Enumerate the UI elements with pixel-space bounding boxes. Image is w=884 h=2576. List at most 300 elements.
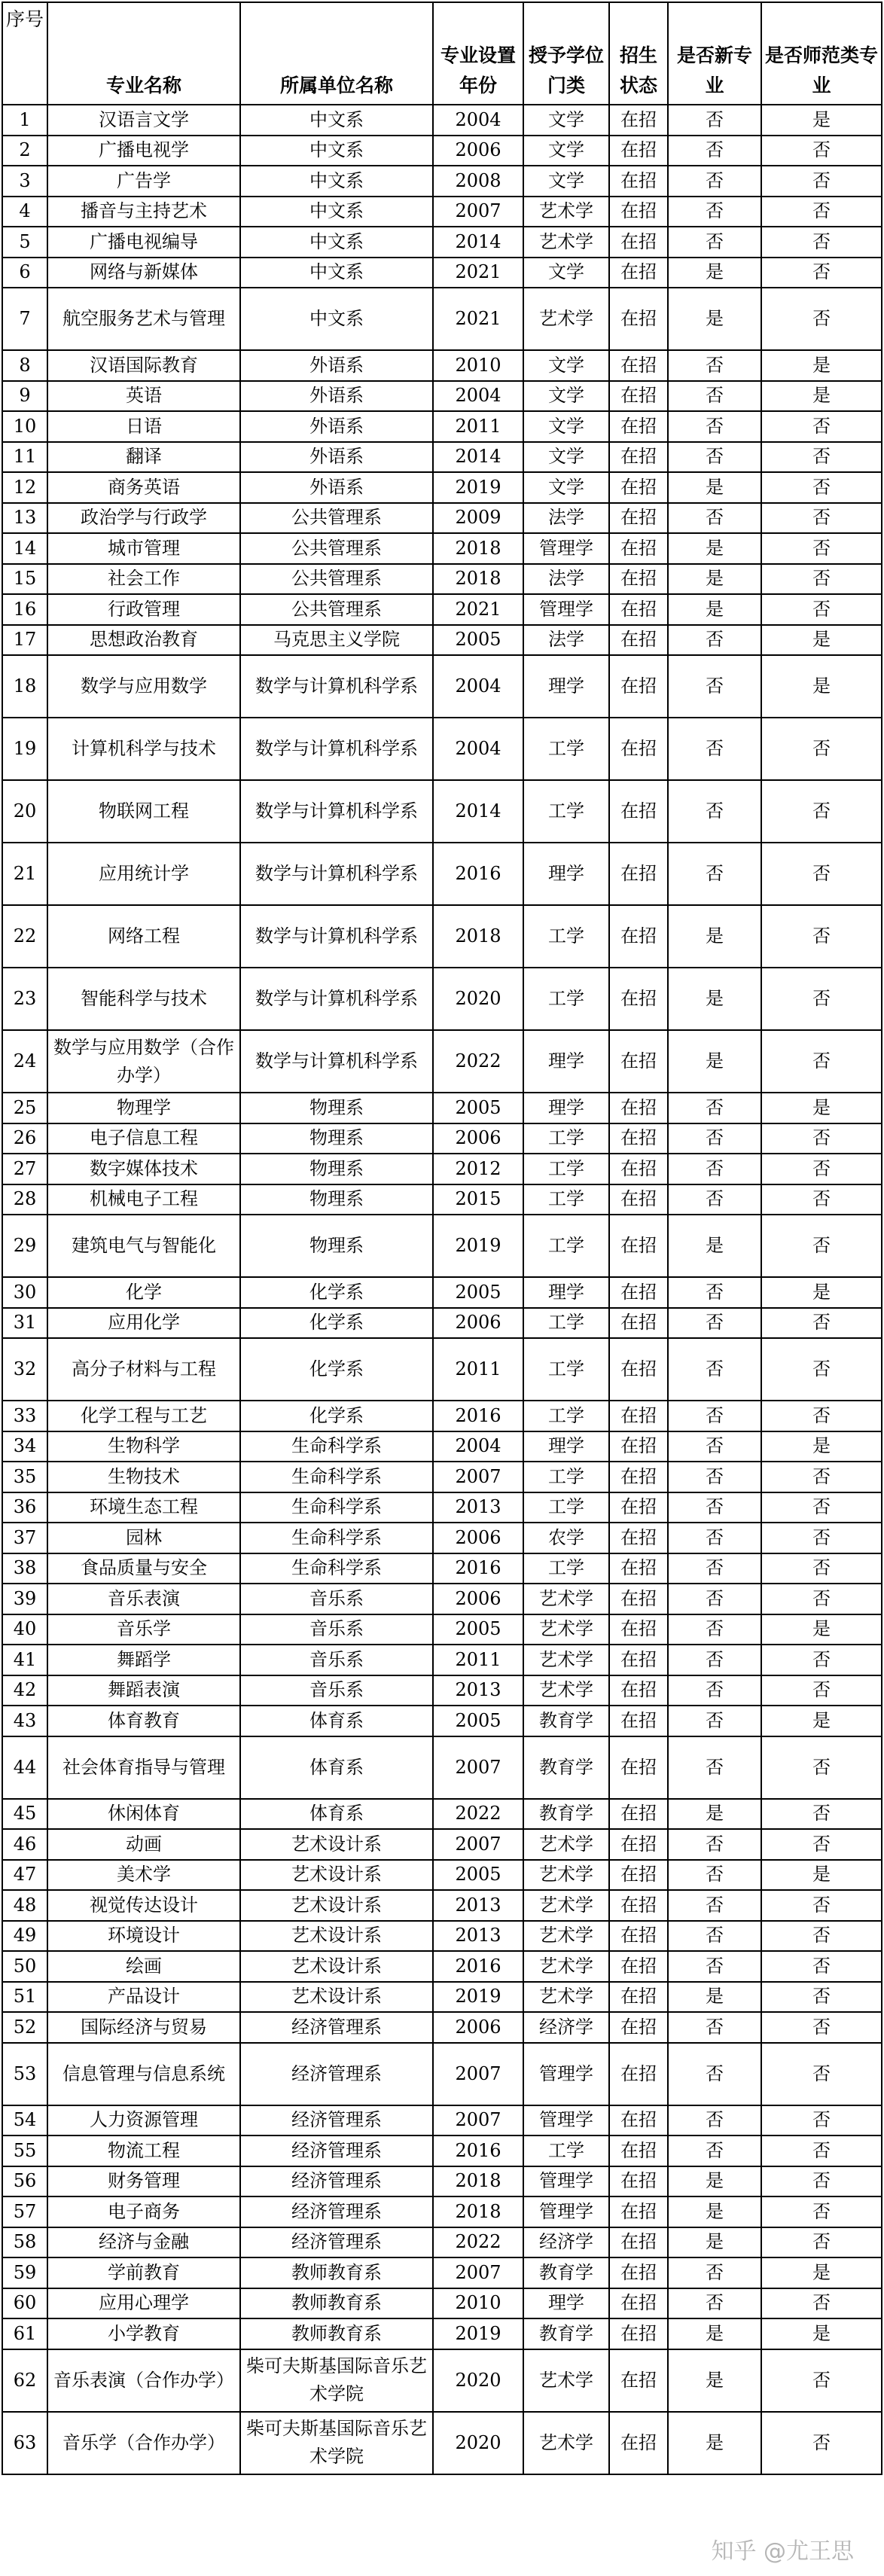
cell-index: 41	[2, 1645, 47, 1675]
cell-status: 在招	[609, 1523, 668, 1553]
cell-degree: 理学	[523, 655, 609, 718]
table-row	[2, 655, 882, 718]
cell-index: 8	[2, 350, 47, 381]
cell-is-normal: 否	[761, 2227, 882, 2258]
cell-is-new: 是	[668, 1215, 761, 1277]
cell-is-new: 否	[668, 1308, 761, 1339]
cell-index: 36	[2, 1492, 47, 1523]
cell-status: 在招	[609, 843, 668, 905]
cell-degree: 理学	[523, 1093, 609, 1123]
cell-major-name: 体育教育	[47, 1706, 240, 1736]
table-row	[2, 1675, 882, 1706]
header-status: 招生状态	[609, 2, 668, 105]
cell-status: 在招	[609, 288, 668, 350]
cell-major-name: 英语	[47, 381, 240, 412]
cell-is-new: 否	[668, 1184, 761, 1215]
table-row	[2, 2166, 882, 2197]
cell-status: 在招	[609, 1921, 668, 1952]
cell-major-name: 日语	[47, 411, 240, 442]
cell-year: 2014	[433, 780, 523, 843]
cell-status: 在招	[609, 1215, 668, 1277]
cell-degree: 法学	[523, 503, 609, 534]
cell-is-normal: 否	[761, 1553, 882, 1584]
cell-status: 在招	[609, 780, 668, 843]
cell-is-normal: 否	[761, 968, 882, 1030]
cell-degree: 工学	[523, 1492, 609, 1523]
cell-department: 物理系	[240, 1215, 433, 1277]
cell-department: 中文系	[240, 105, 433, 136]
cell-is-new: 否	[668, 2288, 761, 2319]
cell-index: 38	[2, 1553, 47, 1584]
cell-is-normal: 否	[761, 843, 882, 905]
cell-year: 2012	[433, 1154, 523, 1184]
cell-index: 17	[2, 625, 47, 656]
cell-major-name: 计算机科学与技术	[47, 718, 240, 780]
cell-index: 34	[2, 1431, 47, 1462]
table-row	[2, 1829, 882, 1860]
table-row	[2, 1431, 882, 1462]
table-row	[2, 2135, 882, 2166]
cell-year: 2011	[433, 1338, 523, 1401]
cell-status: 在招	[609, 503, 668, 534]
cell-is-normal: 否	[761, 1523, 882, 1553]
cell-degree: 工学	[523, 905, 609, 968]
cell-degree: 经济学	[523, 2227, 609, 2258]
cell-major-name: 产品设计	[47, 1982, 240, 2013]
table-row	[2, 718, 882, 780]
cell-index: 37	[2, 1523, 47, 1553]
table-row	[2, 1308, 882, 1339]
cell-is-normal: 否	[761, 2288, 882, 2319]
cell-department: 公共管理系	[240, 594, 433, 625]
cell-status: 在招	[609, 1614, 668, 1645]
cell-is-new: 否	[668, 1675, 761, 1706]
cell-index: 18	[2, 655, 47, 718]
cell-department: 数学与计算机科学系	[240, 1030, 433, 1093]
table-row	[2, 1951, 882, 1982]
cell-is-normal: 否	[761, 2012, 882, 2043]
cell-is-normal: 否	[761, 1184, 882, 1215]
cell-year: 2006	[433, 1308, 523, 1339]
cell-index: 11	[2, 442, 47, 473]
cell-index: 43	[2, 1706, 47, 1736]
table-row	[2, 1154, 882, 1184]
cell-department: 外语系	[240, 442, 433, 473]
cell-is-new: 是	[668, 533, 761, 564]
cell-department: 经济管理系	[240, 2043, 433, 2105]
cell-major-name: 广告学	[47, 166, 240, 197]
cell-is-new: 否	[668, 1338, 761, 1401]
cell-is-normal: 是	[761, 381, 882, 412]
cell-is-new: 否	[668, 1154, 761, 1184]
cell-year: 2019	[433, 472, 523, 503]
cell-major-name: 园林	[47, 1523, 240, 1553]
table-row	[2, 411, 882, 442]
cell-year: 2011	[433, 411, 523, 442]
table-row	[2, 1890, 882, 1921]
cell-year: 2018	[433, 2196, 523, 2227]
cell-department: 经济管理系	[240, 2227, 433, 2258]
cell-degree: 工学	[523, 1462, 609, 1492]
cell-is-normal: 是	[761, 350, 882, 381]
cell-department: 外语系	[240, 350, 433, 381]
cell-major-name: 汉语言文学	[47, 105, 240, 136]
cell-department: 化学系	[240, 1338, 433, 1401]
table-row	[2, 1492, 882, 1523]
cell-major-name: 机械电子工程	[47, 1184, 240, 1215]
cell-is-new: 否	[668, 1492, 761, 1523]
cell-index: 46	[2, 1829, 47, 1860]
cell-is-normal: 否	[761, 1890, 882, 1921]
cell-year: 2004	[433, 655, 523, 718]
cell-major-name: 广播电视学	[47, 136, 240, 166]
cell-is-normal: 否	[761, 442, 882, 473]
cell-index: 13	[2, 503, 47, 534]
cell-is-normal: 否	[761, 2135, 882, 2166]
cell-major-name: 社会工作	[47, 564, 240, 595]
cell-is-normal: 否	[761, 258, 882, 288]
table-row	[2, 2412, 882, 2474]
cell-year: 2013	[433, 1492, 523, 1523]
cell-is-normal: 否	[761, 2043, 882, 2105]
cell-year: 2010	[433, 2288, 523, 2319]
table-row	[2, 1523, 882, 1553]
header-index: 序号	[2, 2, 47, 105]
cell-year: 2014	[433, 227, 523, 258]
table-row	[2, 258, 882, 288]
cell-major-name: 生物科学	[47, 1431, 240, 1462]
cell-index: 4	[2, 197, 47, 227]
header-year: 专业设置年份	[433, 2, 523, 105]
cell-is-normal: 否	[761, 288, 882, 350]
cell-is-new: 是	[668, 2318, 761, 2349]
cell-year: 2005	[433, 1614, 523, 1645]
cell-year: 2022	[433, 1030, 523, 1093]
cell-year: 2004	[433, 105, 523, 136]
cell-department: 体育系	[240, 1799, 433, 1830]
cell-department: 艺术设计系	[240, 1890, 433, 1921]
cell-year: 2007	[433, 2257, 523, 2288]
table-row	[2, 288, 882, 350]
cell-index: 22	[2, 905, 47, 968]
cell-year: 2007	[433, 1829, 523, 1860]
cell-status: 在招	[609, 625, 668, 656]
cell-status: 在招	[609, 2349, 668, 2412]
cell-index: 26	[2, 1123, 47, 1154]
cell-is-new: 否	[668, 1277, 761, 1308]
cell-department: 教师教育系	[240, 2257, 433, 2288]
cell-index: 24	[2, 1030, 47, 1093]
cell-degree: 法学	[523, 625, 609, 656]
cell-index: 21	[2, 843, 47, 905]
cell-index: 10	[2, 411, 47, 442]
cell-major-name: 学前教育	[47, 2257, 240, 2288]
cell-department: 数学与计算机科学系	[240, 843, 433, 905]
cell-degree: 文学	[523, 411, 609, 442]
cell-department: 音乐系	[240, 1675, 433, 1706]
cell-is-new: 否	[668, 1645, 761, 1675]
cell-index: 19	[2, 718, 47, 780]
table-row	[2, 1860, 882, 1891]
cell-status: 在招	[609, 718, 668, 780]
cell-degree: 法学	[523, 564, 609, 595]
table-row	[2, 197, 882, 227]
cell-major-name: 环境生态工程	[47, 1492, 240, 1523]
cell-department: 艺术设计系	[240, 1921, 433, 1952]
table-row	[2, 905, 882, 968]
cell-is-new: 否	[668, 2012, 761, 2043]
cell-major-name: 行政管理	[47, 594, 240, 625]
cell-is-normal: 否	[761, 503, 882, 534]
cell-department: 化学系	[240, 1277, 433, 1308]
cell-status: 在招	[609, 1431, 668, 1462]
cell-is-new: 否	[668, 381, 761, 412]
cell-year: 2018	[433, 905, 523, 968]
cell-department: 化学系	[240, 1308, 433, 1339]
cell-year: 2021	[433, 594, 523, 625]
cell-department: 生命科学系	[240, 1462, 433, 1492]
cell-degree: 艺术学	[523, 1584, 609, 1614]
cell-major-name: 音乐学（合作办学）	[47, 2412, 240, 2474]
cell-degree: 管理学	[523, 2196, 609, 2227]
cell-degree: 艺术学	[523, 288, 609, 350]
cell-index: 32	[2, 1338, 47, 1401]
cell-department: 数学与计算机科学系	[240, 905, 433, 968]
cell-year: 2016	[433, 2135, 523, 2166]
cell-major-name: 航空服务艺术与管理	[47, 288, 240, 350]
header-department: 所属单位名称	[240, 2, 433, 105]
cell-index: 14	[2, 533, 47, 564]
cell-department: 中文系	[240, 258, 433, 288]
cell-department: 生命科学系	[240, 1492, 433, 1523]
cell-major-name: 思想政治教育	[47, 625, 240, 656]
cell-is-normal: 是	[761, 2257, 882, 2288]
cell-degree: 理学	[523, 1030, 609, 1093]
cell-index: 53	[2, 2043, 47, 2105]
cell-is-normal: 是	[761, 105, 882, 136]
cell-department: 经济管理系	[240, 2135, 433, 2166]
cell-degree: 艺术学	[523, 1645, 609, 1675]
majors-table	[2, 2, 882, 2475]
cell-major-name: 国际经济与贸易	[47, 2012, 240, 2043]
cell-department: 生命科学系	[240, 1523, 433, 1553]
cell-is-normal: 否	[761, 1921, 882, 1952]
cell-degree: 理学	[523, 1431, 609, 1462]
cell-major-name: 数学与应用数学（合作办学）	[47, 1030, 240, 1093]
table-row	[2, 1614, 882, 1645]
cell-status: 在招	[609, 1401, 668, 1431]
table-row	[2, 1553, 882, 1584]
cell-department: 中文系	[240, 288, 433, 350]
table-row	[2, 472, 882, 503]
table-row	[2, 1401, 882, 1431]
cell-index: 1	[2, 105, 47, 136]
cell-status: 在招	[609, 655, 668, 718]
cell-degree: 管理学	[523, 594, 609, 625]
cell-department: 公共管理系	[240, 503, 433, 534]
table-row	[2, 533, 882, 564]
cell-department: 生命科学系	[240, 1431, 433, 1462]
cell-department: 经济管理系	[240, 2105, 433, 2136]
cell-degree: 理学	[523, 1277, 609, 1308]
cell-is-new: 是	[668, 1030, 761, 1093]
table-row	[2, 1215, 882, 1277]
cell-index: 49	[2, 1921, 47, 1952]
cell-major-name: 舞蹈表演	[47, 1675, 240, 1706]
cell-index: 7	[2, 288, 47, 350]
table-row	[2, 2043, 882, 2105]
cell-status: 在招	[609, 472, 668, 503]
cell-status: 在招	[609, 136, 668, 166]
cell-department: 数学与计算机科学系	[240, 968, 433, 1030]
cell-department: 柴可夫斯基国际音乐艺术学院	[240, 2349, 433, 2412]
cell-degree: 管理学	[523, 2043, 609, 2105]
cell-department: 物理系	[240, 1123, 433, 1154]
cell-is-normal: 否	[761, 1123, 882, 1154]
cell-department: 教师教育系	[240, 2318, 433, 2349]
cell-index: 30	[2, 1277, 47, 1308]
cell-is-new: 是	[668, 2166, 761, 2197]
header-is-new: 是否新专业	[668, 2, 761, 105]
cell-index: 33	[2, 1401, 47, 1431]
cell-major-name: 休闲体育	[47, 1799, 240, 1830]
cell-is-new: 否	[668, 1951, 761, 1982]
cell-year: 2010	[433, 350, 523, 381]
cell-degree: 艺术学	[523, 227, 609, 258]
cell-index: 31	[2, 1308, 47, 1339]
cell-major-name: 视觉传达设计	[47, 1890, 240, 1921]
cell-is-new: 是	[668, 472, 761, 503]
cell-is-normal: 否	[761, 1338, 882, 1401]
cell-is-new: 否	[668, 1584, 761, 1614]
cell-is-new: 否	[668, 1523, 761, 1553]
cell-department: 中文系	[240, 197, 433, 227]
cell-degree: 工学	[523, 1553, 609, 1584]
cell-is-new: 否	[668, 625, 761, 656]
cell-year: 2020	[433, 2412, 523, 2474]
cell-is-normal: 否	[761, 2105, 882, 2136]
cell-year: 2006	[433, 136, 523, 166]
cell-is-normal: 否	[761, 2412, 882, 2474]
cell-is-normal: 否	[761, 227, 882, 258]
cell-index: 52	[2, 2012, 47, 2043]
cell-year: 2006	[433, 1123, 523, 1154]
cell-is-new: 否	[668, 1462, 761, 1492]
cell-year: 2019	[433, 1982, 523, 2013]
cell-index: 9	[2, 381, 47, 412]
cell-is-new: 是	[668, 2227, 761, 2258]
cell-is-normal: 是	[761, 1431, 882, 1462]
cell-is-normal: 是	[761, 2318, 882, 2349]
cell-department: 外语系	[240, 381, 433, 412]
table-row	[2, 105, 882, 136]
cell-is-new: 否	[668, 197, 761, 227]
table-row	[2, 2288, 882, 2319]
cell-department: 生命科学系	[240, 1553, 433, 1584]
cell-status: 在招	[609, 564, 668, 595]
cell-is-normal: 否	[761, 166, 882, 197]
cell-department: 物理系	[240, 1184, 433, 1215]
cell-is-normal: 否	[761, 1308, 882, 1339]
cell-status: 在招	[609, 1492, 668, 1523]
table-row	[2, 1706, 882, 1736]
cell-year: 2013	[433, 1921, 523, 1952]
cell-status: 在招	[609, 905, 668, 968]
cell-status: 在招	[609, 2227, 668, 2258]
cell-year: 2020	[433, 968, 523, 1030]
cell-is-new: 否	[668, 1553, 761, 1584]
cell-department: 艺术设计系	[240, 1860, 433, 1891]
cell-is-normal: 否	[761, 718, 882, 780]
cell-status: 在招	[609, 2012, 668, 2043]
cell-index: 28	[2, 1184, 47, 1215]
cell-department: 化学系	[240, 1401, 433, 1431]
cell-year: 2018	[433, 533, 523, 564]
cell-is-normal: 否	[761, 1030, 882, 1093]
cell-department: 物理系	[240, 1093, 433, 1123]
cell-major-name: 美术学	[47, 1860, 240, 1891]
cell-department: 中文系	[240, 166, 433, 197]
cell-status: 在招	[609, 594, 668, 625]
cell-degree: 教育学	[523, 1706, 609, 1736]
cell-index: 48	[2, 1890, 47, 1921]
cell-department: 中文系	[240, 136, 433, 166]
cell-is-normal: 是	[761, 625, 882, 656]
cell-year: 2019	[433, 2318, 523, 2349]
cell-year: 2007	[433, 2105, 523, 2136]
cell-major-name: 财务管理	[47, 2166, 240, 2197]
cell-status: 在招	[609, 1154, 668, 1184]
cell-degree: 工学	[523, 1215, 609, 1277]
table-row	[2, 1338, 882, 1401]
cell-status: 在招	[609, 1553, 668, 1584]
cell-degree: 教育学	[523, 1736, 609, 1799]
cell-department: 马克思主义学院	[240, 625, 433, 656]
cell-is-normal: 是	[761, 1093, 882, 1123]
cell-major-name: 应用心理学	[47, 2288, 240, 2319]
cell-degree: 管理学	[523, 533, 609, 564]
cell-department: 音乐系	[240, 1614, 433, 1645]
cell-major-name: 舞蹈学	[47, 1645, 240, 1675]
cell-degree: 工学	[523, 1308, 609, 1339]
cell-degree: 艺术学	[523, 1829, 609, 1860]
cell-major-name: 音乐学	[47, 1614, 240, 1645]
cell-major-name: 电子信息工程	[47, 1123, 240, 1154]
cell-degree: 文学	[523, 105, 609, 136]
cell-is-normal: 否	[761, 1154, 882, 1184]
cell-index: 35	[2, 1462, 47, 1492]
cell-major-name: 小学教育	[47, 2318, 240, 2349]
cell-degree: 教育学	[523, 2257, 609, 2288]
cell-is-normal: 否	[761, 472, 882, 503]
cell-degree: 管理学	[523, 2105, 609, 2136]
cell-is-normal: 否	[761, 1645, 882, 1675]
cell-is-normal: 是	[761, 655, 882, 718]
cell-year: 2019	[433, 1215, 523, 1277]
cell-department: 艺术设计系	[240, 1951, 433, 1982]
cell-year: 2016	[433, 843, 523, 905]
table-body	[2, 105, 882, 2474]
cell-status: 在招	[609, 1860, 668, 1891]
cell-index: 50	[2, 1951, 47, 1982]
cell-major-name: 建筑电气与智能化	[47, 1215, 240, 1277]
cell-status: 在招	[609, 1277, 668, 1308]
cell-index: 44	[2, 1736, 47, 1799]
cell-status: 在招	[609, 1123, 668, 1154]
cell-year: 2007	[433, 197, 523, 227]
cell-index: 54	[2, 2105, 47, 2136]
cell-year: 2015	[433, 1184, 523, 1215]
